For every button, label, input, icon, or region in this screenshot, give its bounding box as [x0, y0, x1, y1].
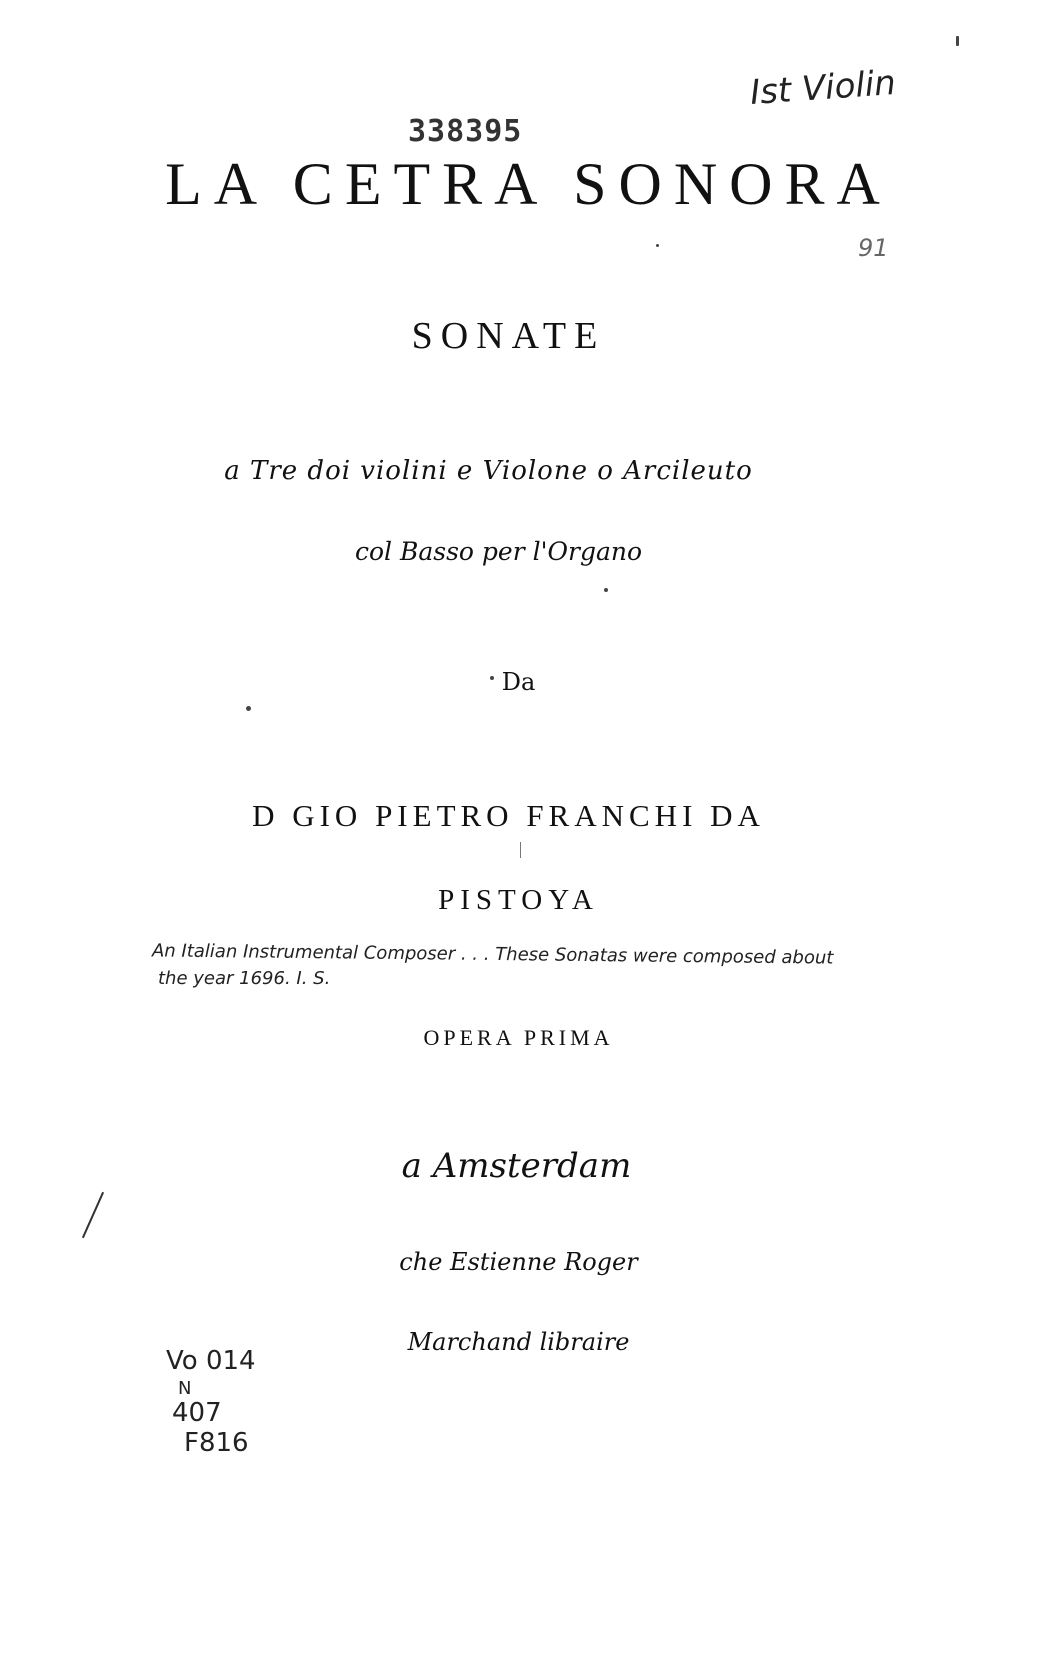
scan-speck	[656, 244, 659, 247]
scan-speck	[246, 706, 251, 711]
composer-place: PISTOYA	[438, 884, 599, 916]
instrumentation-line-2: col Basso per l'Organo	[355, 537, 642, 566]
handwritten-part-label: Ist Violin	[748, 62, 898, 114]
shelfmark-line-1: Vo 014	[166, 1346, 256, 1376]
da-label: Da	[501, 668, 536, 696]
shelfmark-line-3: 407	[172, 1398, 222, 1428]
main-title: LA CETRA SONORA	[165, 151, 892, 217]
handwritten-note-line-1: An Italian Instrumental Composer . . . These Sonatas were composed about	[151, 940, 834, 969]
scan-speck	[956, 36, 959, 46]
shelfmark-line-4: F816	[184, 1428, 249, 1458]
scan-stroke	[82, 1192, 104, 1238]
scan-stroke	[520, 842, 521, 858]
scan-speck	[490, 676, 494, 680]
imprint-publisher: che Estienne Roger	[399, 1248, 638, 1276]
shelfmark-line-2: N	[178, 1378, 192, 1399]
imprint-role: Marchand libraire	[407, 1328, 630, 1356]
imprint-city: a Amsterdam	[401, 1146, 632, 1186]
instrumentation-line-1: a Tre doi violini e Violone o Arcileuto	[224, 456, 753, 486]
subtitle-sonate: SONATE	[411, 315, 606, 357]
scan-speck	[604, 588, 608, 592]
pencil-mark: 91	[858, 234, 889, 262]
handwritten-note-line-2: the year 1696. I. S.	[158, 968, 331, 989]
composer-name: D GIO PIETRO FRANCHI DA	[252, 798, 765, 833]
library-stamp-number: 338395	[408, 114, 523, 149]
opus-label: OPERA PRIMA	[423, 1025, 614, 1050]
